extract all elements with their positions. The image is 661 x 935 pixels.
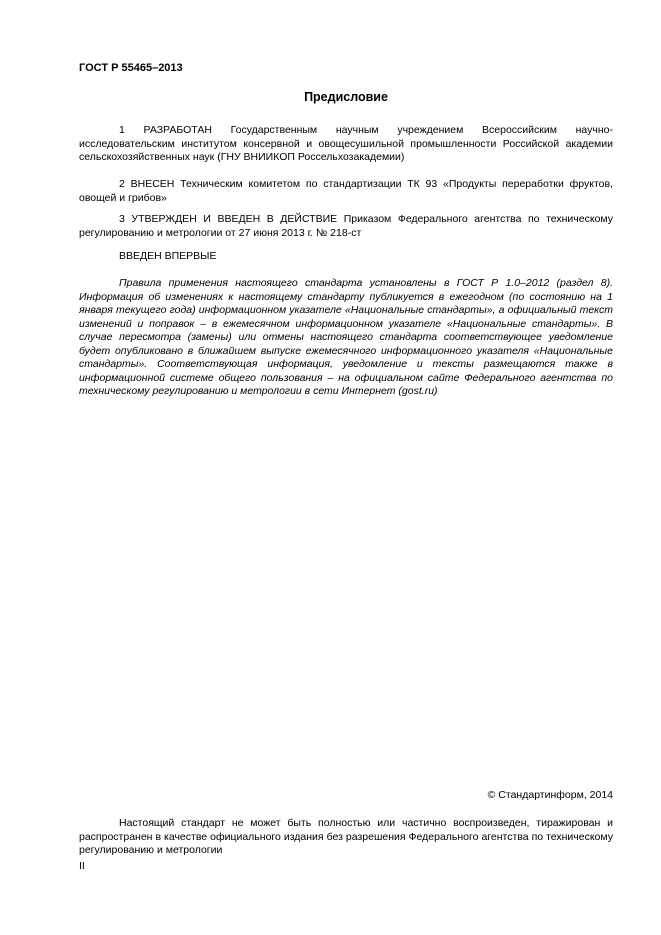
paragraph-approved: 3 УТВЕРЖДЕН И ВВЕДЕН В ДЕЙСТВИЕ Приказом Федерального агентства по техническому регулированию и метрологии от 27 июня 2013 г. № 218-ст (79, 213, 613, 239)
document-code: ГОСТ Р 55465–2013 (79, 62, 183, 74)
paragraph-rules-of-application: Правила применения настоящего стандарта установлены в ГОСТ Р 1.0–2012 (раздел 8). Информация об изменениях к настоящему стандарту публикуется в ежегодном (по состоянию на 1 января текущего года) информационном указателе «Национальные стандарты», а официальный текст изменений и поправок – в ежемесячном информационном указателе «Национальные стандарты». В случае пересмотра (замены) или отмены настоящего стандарта соответствующее уведомление будет опубликовано в ближайшем выпуске ежемесячного информационного указателя «Национальные стандарты». Соответствующая информация, уведомление и тексты размещаются также в информационной системе общего пользования – на официальном сайте Федерального агентства по техническому регулированию и метрологии в сети Интернет (gost.ru) (79, 277, 613, 397)
page-number: II (79, 860, 85, 872)
paragraph-developed-by: 1 РАЗРАБОТАН Государственным научным учреждением Всероссийским научно-исследовательским институтом консервной и овощесушильной промышленности Российской академии сельскохозяйственных наук (ГНУ ВНИИКОП Россельхозакадемии) (79, 124, 613, 163)
paragraph-first-introduced: ВВЕДЕН ВПЕРВЫЕ (119, 250, 217, 262)
paragraph-introduced-by: 2 ВНЕСЕН Техническим комитетом по стандартизации ТК 93 «Продукты переработки фруктов, овощей и грибов» (79, 178, 613, 204)
page-title: Предисловие (304, 90, 388, 104)
copyright-notice: © Стандартинформ, 2014 (487, 789, 613, 801)
reproduction-notice: Настоящий стандарт не может быть полностью или частично воспроизведен, тиражирован и распространен в качестве официального издания без разрешения Федерального агентства по техническому регулированию и метрологии (79, 817, 613, 856)
